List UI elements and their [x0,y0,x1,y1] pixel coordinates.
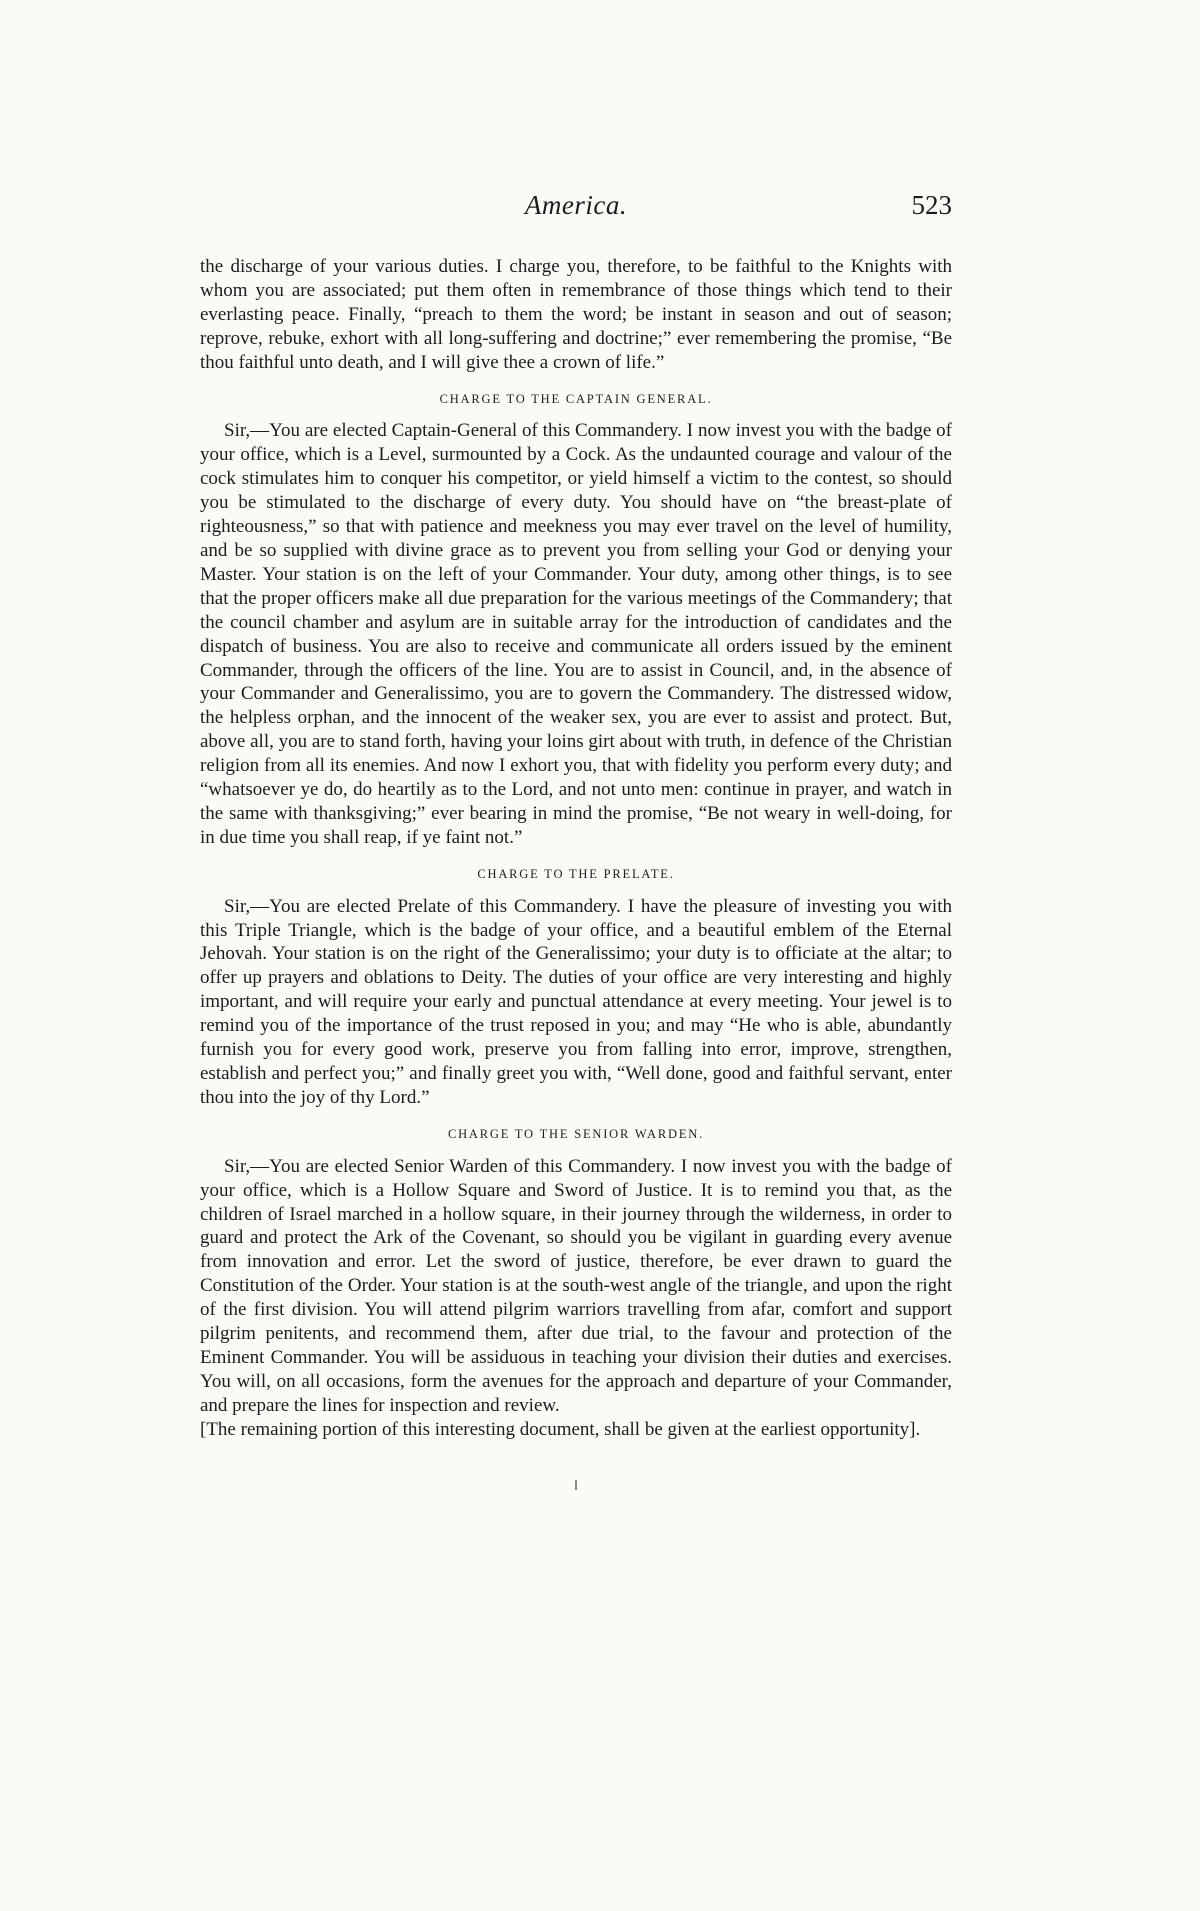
body-text [200,255,952,1490]
heading-senior-warden: CHARGE TO THE SENIOR WARDEN. [447,1126,705,1141]
page-number: 523 [911,190,952,220]
heading-captain-general: CHARGE TO THE CAPTAIN GENERAL. [439,391,713,406]
paragraph-prelate: Sir,—You are elected Prelate of this Commandery. I have the pleasure of investing you with this Triple Triangle, which is the badge of your office, and a beautiful emblem of the Eternal Jehovah. Your station is on the right of the Generalissimo; your duty is to officiate at the altar; to offer up prayers and oblations to Deity. The duties of your office are very interesting and highly important, and will require your early and punctual attendance at every meeting. Your jewel is to remind you of the importance of the trust reposed in you; and may “He who is able, abundantly furnish you for every good work, preserve you from falling into error, improve, strengthen, establish and perfect you;” and finally greet you with, “Well done, good and faithful servant, enter thou into the joy of thy Lord.” [200,895,952,1108]
heading-prelate: CHARGE TO THE PRELATE. [477,866,675,881]
paragraph-senior-warden: Sir,—You are elected Senior Warden of this Commandery. I now invest you with the badge of your office, which is a Hollow Square and Sword of Justice. It is to remind you that, as the children of Israel marched in a hollow square, in their journey through the wilderness, in order to guard and protect the Ark of the Covenant, so should you be vigilant in guarding every avenue from innovation and error. Let the sword of justice, therefore, be ever drawn to guard the Constitution of the Order. Your station is at the south-west angle of the triangle, and upon the right of the first division. You will attend pilgrim warriors travelling from afar, comfort and support pilgrim penitents, and recommend them, after due trial, to the favour and protection of the Eminent Commander. You will be assiduous in teaching your division their duties and exercises. You will, on all occasions, form the avenues for the approach and departure of your Commander, and prepare the lines for inspection and review. [200,1155,952,1416]
running-title: America. [524,190,628,220]
paragraph-continuation: the discharge of your various duties. I charge you, therefore, to be faithful to the Knights with whom you are associated; put them often in remembrance of those things which tend to their everlasting peace. Finally, “preach to them the word; be instant in season and out of season; reprove, rebuke, exhort with all long-suffering and doctrine;” ever remembering the promise, “Be thou faithful unto death, and I will give thee a crown of life.” [200,256,952,373]
running-head [200,190,952,230]
paragraph-captain-general: Sir,—You are elected Captain-General of this Commandery. I now invest you with the badge of your office, which is a Level, surmounted by a Cock. As the undaunted courage and valour of the cock stimulates him to conquer his competitor, or yield himself a victim to the contest, so should you be stimulated to the discharge of every duty. You should have on “the breast-plate of righteousness,” so that with patience and meekness you may ever travel on the level of humility, and be so supplied with divine grace as to prevent you from selling your God or denying your Master. Your station is on the left of your Commander. Your duty, among other things, is to see that the proper officers make all due preparation for the various meetings of the Commandery; that the council chamber and asylum are in suitable array for the introduction of candidates and the dispatch of business. You are also to receive and communicate all orders issued by the eminent Commander, through the officers of the line. You are to assist in Council, and, in the absence of your Commander and Generalissimo, you are to govern the Commandery. The distressed widow, the helpless orphan, and the innocent of the weaker sex, you are ever to assist and protect. But, above all, you are to stand forth, having your loins girt about with truth, in defence of the Christian religion from all its enemies. And now I exhort you, that with fidelity you perform every duty; and “whatsoever ye do, do heartily as to the Lord, and not unto men: continue in prayer, and watch in the same with thanksgiving;” ever bearing in mind the promise, “Be not weary in well-doing, for in due time you shall reap, if ye faint not.” [200,420,952,848]
editor-note: [The remaining portion of this interesting document, shall be given at the earliest opportunity]. [200,1418,921,1440]
tail-mark [575,1480,577,1490]
